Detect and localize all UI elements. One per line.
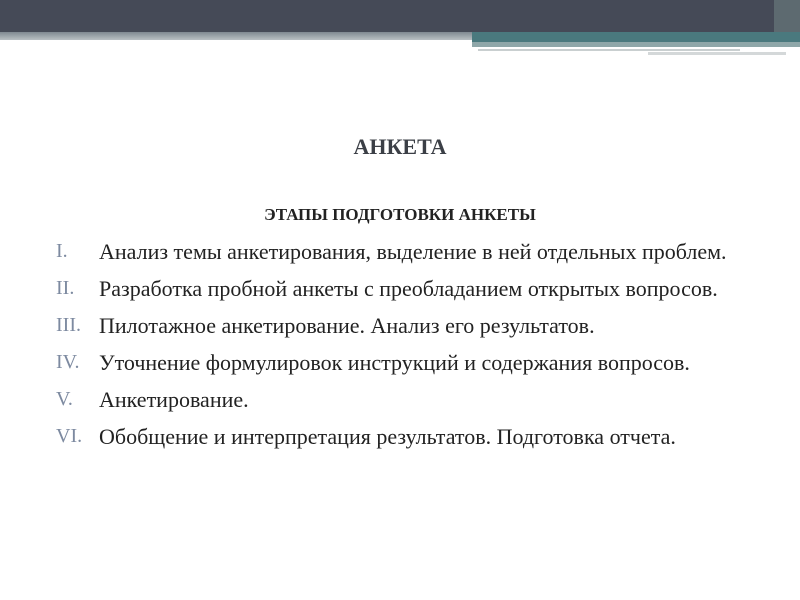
stage-item-5 bbox=[40, 384, 760, 415]
slide-subtitle: ЭТАПЫ ПОДГОТОВКИ АНКЕТЫ bbox=[264, 205, 536, 224]
stage-text: Уточнение формулировок инструкций и содержания вопросов. bbox=[99, 350, 690, 375]
header-band-left bbox=[0, 32, 472, 40]
stage-item-1 bbox=[40, 236, 760, 267]
header-band-right bbox=[472, 32, 800, 42]
header-divider-line bbox=[478, 49, 740, 51]
stage-item-3 bbox=[40, 310, 760, 341]
stage-item-4 bbox=[40, 347, 760, 378]
slide-title: АНКЕТА bbox=[353, 134, 447, 159]
stage-item-2 bbox=[40, 273, 760, 304]
stage-text: Разработка пробной анкеты с преобладанием открытых вопросов. bbox=[99, 276, 718, 301]
header-bar bbox=[0, 0, 800, 32]
stage-text: Пилотажное анкетирование. Анализ его результатов. bbox=[99, 313, 595, 338]
header-divider-line-short bbox=[648, 52, 786, 55]
stage-numeral: II. bbox=[56, 277, 75, 299]
header-band-right-lower bbox=[472, 42, 800, 47]
stage-numeral: VI. bbox=[56, 425, 83, 447]
stage-text: Анализ темы анкетирования, выделение в ней отдельных проблем. bbox=[99, 239, 727, 264]
stage-text: Анкетирование. bbox=[99, 387, 249, 412]
stages-list bbox=[40, 236, 760, 458]
stage-numeral: III. bbox=[56, 314, 81, 336]
stage-numeral: IV. bbox=[56, 351, 80, 373]
stage-numeral: V. bbox=[56, 388, 73, 410]
stage-item-6 bbox=[40, 421, 760, 452]
stage-text: Обобщение и интерпретация результатов. Подготовка отчета. bbox=[99, 424, 676, 449]
stage-numeral: I. bbox=[56, 240, 68, 262]
